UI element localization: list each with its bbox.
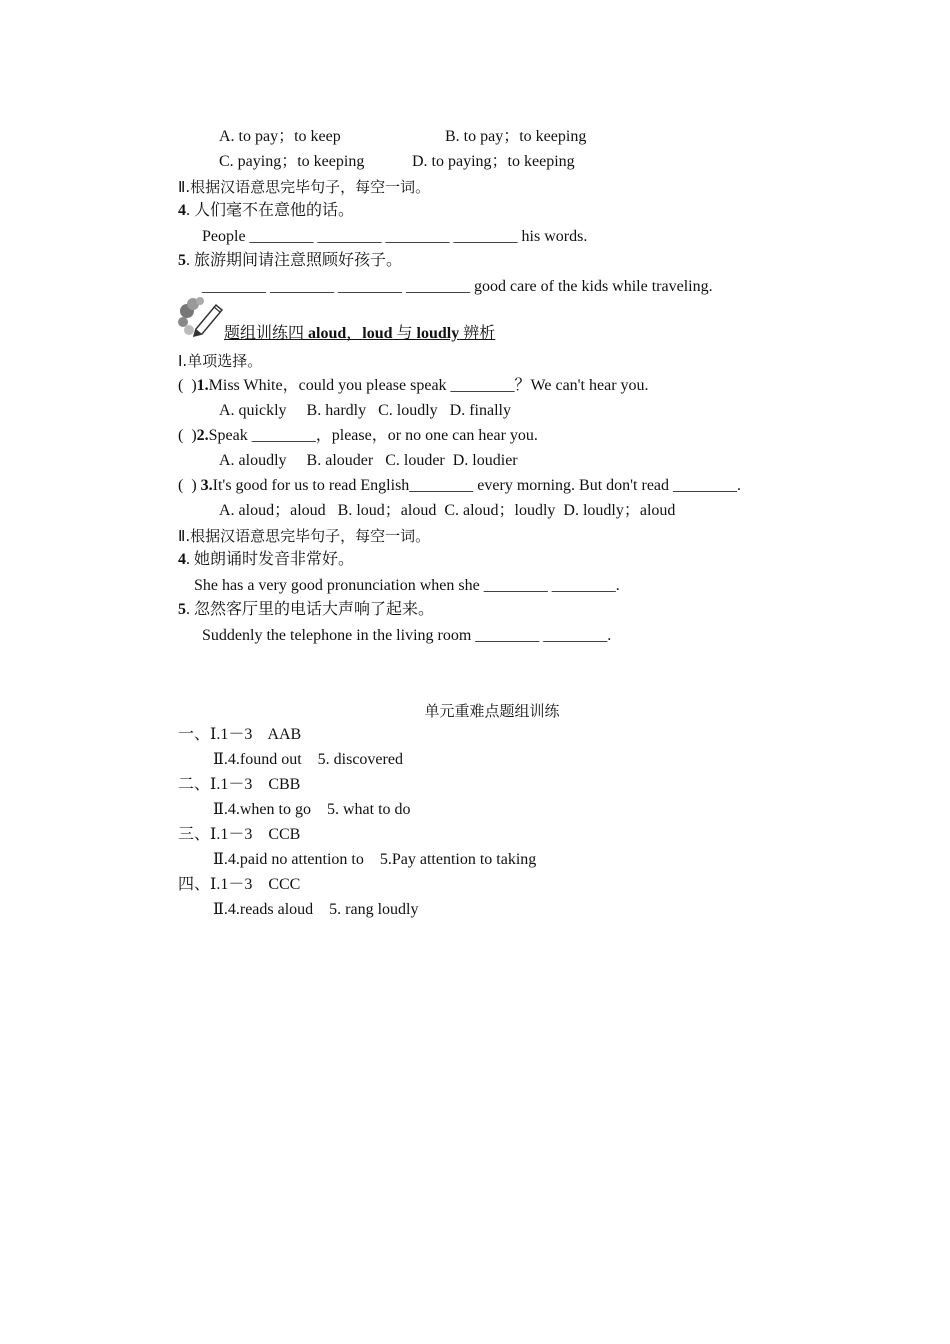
question-number: 4 xyxy=(178,202,186,219)
question-text: . 人们毫不在意他的话。 xyxy=(186,202,355,219)
section-heading: Ⅱ.根据汉语意思完毕句子，每空一词。 xyxy=(178,178,431,196)
question-4-english: People ________ ________ ________ ________ his words. xyxy=(202,228,588,245)
answer-group-2-part2: Ⅱ.4.when to go 5. what to do xyxy=(213,801,411,818)
question-text: It's good for us to read English________ every morning. But don't read ________. xyxy=(212,477,742,494)
section-heading: Ⅰ.单项选择。 xyxy=(178,352,263,370)
title-sep: ， xyxy=(346,325,363,342)
question-5-chinese xyxy=(178,600,434,620)
answers-title: 单元重难点题组训练 xyxy=(424,702,560,720)
option-a: A. to pay；to keep xyxy=(219,128,341,145)
answer-paren: ( ) xyxy=(178,377,197,394)
pencil-icon xyxy=(178,297,224,337)
answer-group-4: 四、Ⅰ.1－3 CCC xyxy=(178,876,301,893)
question-number: 5 xyxy=(178,252,186,269)
question-number: 5 xyxy=(178,601,186,618)
answer-group-2: 二、Ⅰ.1－3 CBB xyxy=(178,776,301,793)
title-prefix: 题组训练四 xyxy=(224,325,309,342)
option-c: C. paying；to keeping xyxy=(219,153,365,170)
option-d: D. to paying；to keeping xyxy=(412,153,575,170)
title-word-aloud: aloud xyxy=(308,325,347,342)
question-4-chinese xyxy=(178,201,354,221)
section-title xyxy=(224,324,495,344)
question-number: 2. xyxy=(196,427,209,444)
title-word-loudly: loudly xyxy=(416,325,460,342)
option-b: B. to pay；to keeping xyxy=(445,128,587,145)
question-3-options: A. aloud；aloud B. loud；aloud C. aloud；loudly D. loudly；aloud xyxy=(219,502,676,519)
question-text: Miss White，could you please speak ________？We can't hear you. xyxy=(208,377,649,394)
question-3 xyxy=(178,476,741,496)
question-5-chinese xyxy=(178,251,402,271)
question-4-chinese xyxy=(178,550,354,570)
answer-group-1: 一、Ⅰ.1－3 AAB xyxy=(178,726,302,743)
question-2-options: A. aloudly B. alouder C. louder D. loudier xyxy=(219,452,518,469)
question-1 xyxy=(178,376,649,396)
title-mid: 与 xyxy=(392,325,417,342)
title-suffix: 辨析 xyxy=(459,325,496,342)
question-text: . 旅游期间请注意照顾好孩子。 xyxy=(186,252,403,269)
question-number: 1. xyxy=(196,377,209,394)
answer-group-3: 三、Ⅰ.1－3 CCB xyxy=(178,826,301,843)
question-text: Speak ________，please，or no one can hear you. xyxy=(208,427,538,444)
question-4-english: She has a very good pronunciation when she ________ ________. xyxy=(194,577,620,594)
answer-paren: ( ) xyxy=(178,477,201,494)
question-number: 4 xyxy=(178,551,186,568)
answer-group-4-part2: Ⅱ.4.reads aloud 5. rang loudly xyxy=(213,901,419,918)
question-number: 3. xyxy=(200,477,213,494)
answer-group-3-part2: Ⅱ.4.paid no attention to 5.Pay attention to taking xyxy=(213,851,537,868)
question-2 xyxy=(178,426,538,446)
question-text: . 她朗诵时发音非常好。 xyxy=(186,551,355,568)
section-heading: Ⅱ.根据汉语意思完毕句子，每空一词。 xyxy=(178,527,431,545)
question-text: . 忽然客厅里的电话大声响了起来。 xyxy=(186,601,435,618)
question-5-english: ________ ________ ________ ________ good care of the kids while traveling. xyxy=(202,278,713,295)
question-1-options: A. quickly B. hardly C. loudly D. finally xyxy=(219,402,511,419)
question-5-english: Suddenly the telephone in the living room ________ ________. xyxy=(202,627,612,644)
answer-paren: ( ) xyxy=(178,427,197,444)
answer-group-1-part2: Ⅱ.4.found out 5. discovered xyxy=(213,751,403,768)
title-word-loud: loud xyxy=(362,325,393,342)
